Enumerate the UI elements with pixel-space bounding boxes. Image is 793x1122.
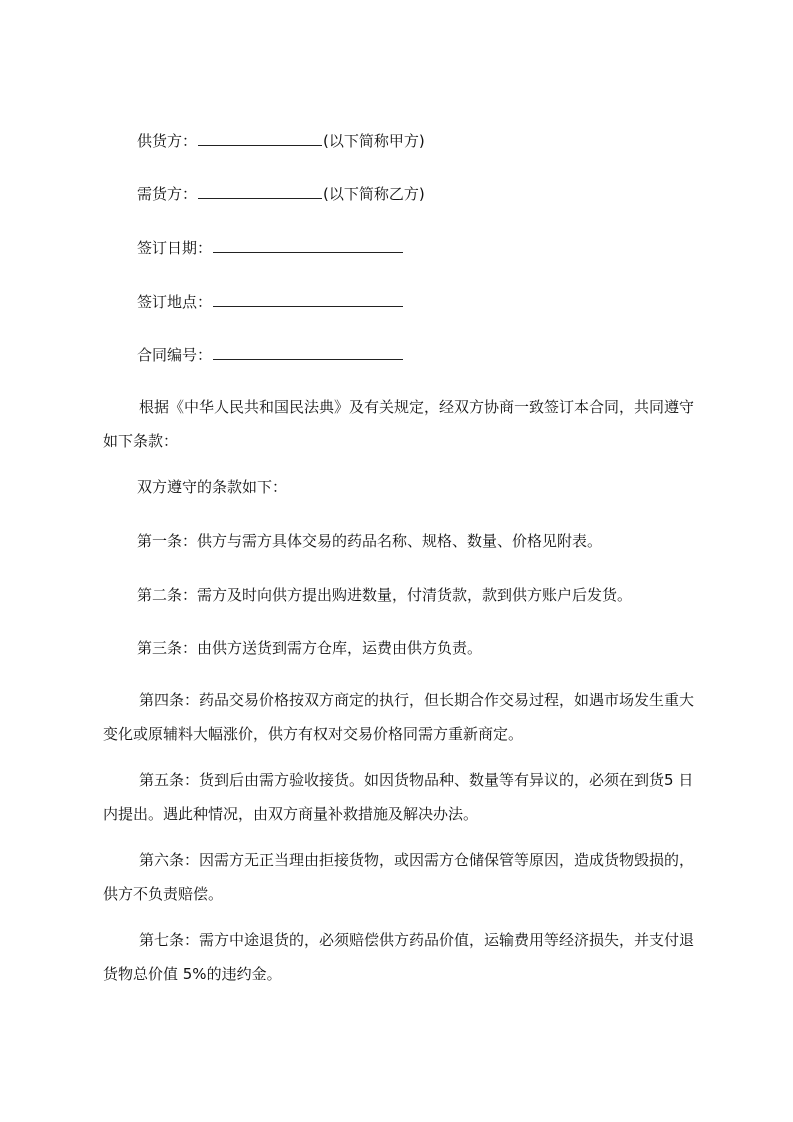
sign-date-field xyxy=(137,237,404,259)
sign-date-blank[interactable] xyxy=(213,237,403,253)
supplier-field xyxy=(137,130,425,152)
sign-place-blank[interactable] xyxy=(213,291,403,307)
buyer-field xyxy=(137,183,425,205)
contract-number-field xyxy=(137,344,404,366)
supplier-label: 供货方： xyxy=(137,132,198,150)
sign-date-label: 签订日期： xyxy=(137,239,213,257)
contract-number-blank[interactable] xyxy=(213,344,403,360)
buyer-blank[interactable] xyxy=(198,183,322,199)
article-7: 第七条：需方中途退货的，必须赔偿供方药品价值，运输费用等经济损失，并支付退货物总价值 5%的违约金。 xyxy=(103,931,695,983)
article-1: 第一条：供方与需方具体交易的药品名称、规格、数量、价格见附表。 xyxy=(137,532,603,550)
article-6: 第六条：因需方无正当理由拒接货物，或因需方仓储保管等原因，造成货物毁损的，供方不负责赔偿。 xyxy=(103,851,695,903)
supplier-note: (以下简称甲方) xyxy=(323,132,425,150)
terms-intro: 双方遵守的条款如下： xyxy=(137,478,288,496)
buyer-note: (以下简称乙方) xyxy=(323,185,425,203)
preamble-paragraph: 根据《中华人民共和国民法典》及有关规定，经双方协商一致签订本合同，共同遵守如下条款： xyxy=(103,398,695,450)
buyer-label: 需货方： xyxy=(137,185,198,203)
article-2: 第二条：需方及时向供方提出购进数量，付清货款，款到供方账户后发货。 xyxy=(137,586,633,604)
contract-number-label: 合同编号： xyxy=(137,346,213,364)
sign-place-field xyxy=(137,291,404,313)
article-4: 第四条：药品交易价格按双方商定的执行，但长期合作交易过程，如遇市场发生重大变化或原辅料大幅涨价，供方有权对交易价格同需方重新商定。 xyxy=(103,691,695,743)
article-5: 第五条：货到后由需方验收接货。如因货物品种、数量等有异议的，必须在到货5 日内提出。遇此种情况，由双方商量补救措施及解决办法。 xyxy=(103,771,694,823)
supplier-blank[interactable] xyxy=(198,130,322,146)
article-3: 第三条：由供方送货到需方仓库，运费由供方负责。 xyxy=(137,639,483,657)
sign-place-label: 签订地点： xyxy=(137,293,213,311)
